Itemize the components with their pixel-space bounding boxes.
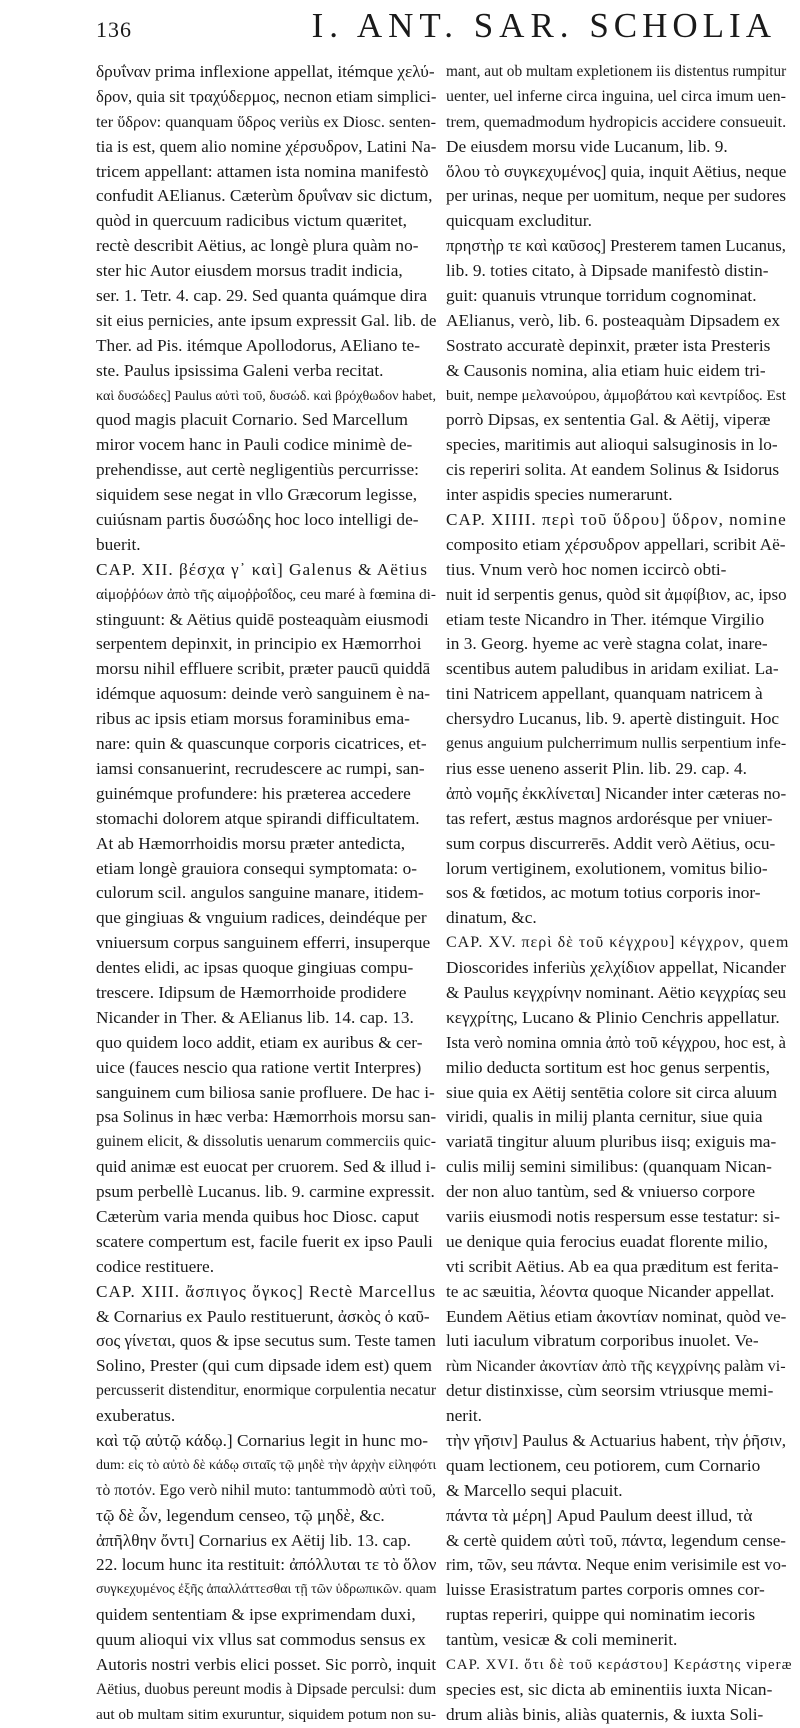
text-line: que gingiuas & vnguium radices, deindéque per bbox=[96, 908, 427, 928]
text-line: der non aluo tantùm, sed & vniuerso corpore bbox=[446, 1182, 756, 1202]
page-header bbox=[96, 6, 776, 56]
text-line: siquidem sese negat in vllo Græcorum legisse, bbox=[96, 485, 418, 505]
text-line: codice restituere. bbox=[96, 1256, 215, 1276]
text-line: At ab Hæmorrhoidis morsu præter antedicta, bbox=[96, 833, 406, 853]
text-line: ue denique quia ferocius euadat florente milio, bbox=[446, 1231, 768, 1251]
text-line: trescere. Idipsum de Hæmorrhoide prodidere bbox=[96, 982, 407, 1002]
text-line: stomachi dolorem atque spirandi difficultatem. bbox=[96, 808, 420, 828]
text-line: sum corpus discurrerēs. Addit verò Aëtius, ocu- bbox=[446, 833, 776, 853]
text-line: trem, quemadmodum hydropicis accidere consueuit. bbox=[446, 112, 787, 131]
text-line: uenter, uel inferne circa inguina, uel circa imum uen- bbox=[446, 87, 786, 105]
text-line: scentibus autem paludibus in aridam exiliat. La- bbox=[446, 659, 779, 679]
text-line: ὅλου τὸ συγκεχυμένος] quia, inquit Aëtius, neque bbox=[446, 161, 787, 181]
text-line: & Marcello sequi placuit. bbox=[446, 1480, 623, 1500]
text-line: cis reperiri solita. At eandem Solinus & Isidorus bbox=[446, 460, 780, 480]
text-line: & Cornarius ex Paulo restituerunt, ἀσκὸς ὁ καῦ- bbox=[96, 1306, 430, 1326]
text-line: quod magis placuit Cornario. Sed Marcellum bbox=[96, 410, 408, 430]
text-line: Aëtius, duobus pereunt modis à Dipsade perculsi: dum bbox=[96, 1680, 437, 1698]
text-line: ruptas reperiri, quippe qui nominatim iecoris bbox=[446, 1605, 756, 1625]
text-line: vti scribit Aëtius. Ab ea qua præditum est ferita- bbox=[446, 1256, 779, 1276]
text-line: serpentem depinxit, in principio ex Hæmorrhoi bbox=[96, 634, 422, 654]
text-line: chersydro Lucanus, lib. 9. apertè distinguit. Hoc bbox=[446, 709, 780, 729]
text-line: luti iaculum vibratum corporibus inuolet. Ve- bbox=[446, 1331, 759, 1351]
text-line: detur distinxisse, cùm seorsim vtriusque memi- bbox=[446, 1381, 774, 1401]
text-line: ster hic Autor eiusdem morsus tradit indicia, bbox=[96, 261, 403, 281]
text-line: etiam teste Nicandro in Ther. itémque Virgilio bbox=[446, 609, 765, 629]
text-line: vniuersum corpus sanguinem efferri, insuperque bbox=[96, 933, 431, 953]
text-line: variatā tingitur aluum pluribus iisq; exiguis ma- bbox=[446, 1132, 777, 1152]
text-line: miror vocem hanc in Pauli codice minimè de- bbox=[96, 435, 413, 455]
text-line: ter ὕδρον: quanquam ὕδρος veriùs ex Diosc. senten- bbox=[96, 111, 437, 131]
text-line: CAP. XIIII. περὶ τοῦ ὕδρου] ὕδρον, nomine bbox=[446, 510, 787, 530]
text-line: τὴν γῆσιν] Paulus & Actuarius habent, τὴν ῥῆσιν, bbox=[446, 1430, 787, 1450]
text-line: drum aliàs binis, aliàs quaternis, & iuxta Soli- bbox=[446, 1704, 764, 1724]
text-line: ste. Paulus ipsissima Galeni verba recitat. bbox=[96, 360, 384, 380]
text-line: Ther. ad Pis. itémque Apollodorus, AEliano te- bbox=[96, 335, 420, 355]
text-line: συγκεχυμένος ἐξῆς ἀπαλλάττεσθαι τῇ τῶν ὑδρωπικῶν. quam bbox=[96, 1582, 437, 1598]
text-line: species est, sic dicta ab eminentiis iuxta Nican- bbox=[446, 1679, 773, 1699]
text-line: scatere compertum est, facile fuerit ex ipso Pauli bbox=[96, 1231, 433, 1251]
text-line: aut ob multam sitim exuruntur, siquidem potum non su- bbox=[96, 1705, 437, 1723]
text-line: CAP. XII. βέσχα γ᾿ καὶ] Galenus & Aëtius bbox=[96, 559, 428, 579]
text-line: guinémque profundere: his præterea accedere bbox=[96, 783, 411, 803]
text-line: πάντα τὰ μέρη] Apud Paulum deest illud, τὰ bbox=[446, 1505, 753, 1525]
text-line: tricem appellant: attamen ista nomina manifestò bbox=[96, 161, 429, 181]
text-line: sos & fœtidos, ac motum totius corporis inor- bbox=[446, 883, 761, 903]
text-line: prehendisse, aut certè negligentiùs percurrisse: bbox=[96, 460, 419, 480]
text-line: σος γίνεται, quos & ipse secutus sum. Teste tamen bbox=[96, 1331, 436, 1351]
text-line: lorum vertiginem, exolutionem, vomitus bilio- bbox=[446, 858, 768, 878]
text-line: guit: quanuis vtrunque torridum cognominat. bbox=[446, 286, 757, 306]
text-line: & Causonis nomina, alia etiam huic eidem tri- bbox=[446, 360, 766, 380]
text-line: composito etiam χέρσυδρον appellari, scribit Aë- bbox=[446, 534, 786, 554]
running-head-tail: SCHOLIA bbox=[589, 6, 776, 45]
text-line: dum: εἰς τὸ αὐτὸ δὲ κάδῳ σιταῖς τῷ μηδὲ τὴν ἀρχὴν εἰληφότι bbox=[96, 1457, 437, 1473]
text-line: αἱμοῤῥόων ἀπὸ τῆς αἱμοῤῥοΐδος, ceu maré à fœmina di- bbox=[96, 586, 436, 603]
text-line: & certè quidem αὐτὶ τοῦ, πάντα, legendum cense- bbox=[446, 1530, 786, 1550]
text-line: nare: quin & quascunque corporis cicatrices, et- bbox=[96, 734, 427, 754]
text-line: rectè describit Aëtius, ac longè plura quàm no- bbox=[96, 236, 419, 256]
text-line: mant, aut ob multam expletionem iis distentus rumpitur bbox=[446, 63, 787, 80]
text-line: quicquam excluditur. bbox=[446, 211, 592, 231]
text-line: nerit. bbox=[446, 1406, 482, 1426]
text-line: tas refert, æstus magnos ardorésque per vniuer- bbox=[446, 808, 773, 828]
text-line: CAP. XIII. ἄσπιγος ὄγκος] Rectè Marcellus bbox=[96, 1281, 437, 1301]
text-line: lib. 9. toties citato, à Dipsade manifestò distin- bbox=[446, 261, 769, 281]
text-line: rim, τῶν, seu πάντα. Neque enim verisimile est vo- bbox=[446, 1555, 787, 1575]
text-line: tini Natricem appellant, quanquam natricem à bbox=[446, 684, 763, 704]
text-line: morsu nihil effluere scribit, præter paucū quiddā bbox=[96, 659, 431, 679]
page-number: 136 bbox=[96, 17, 132, 42]
text-line: in 3. Georg. hyeme ac verè stagna colat, inare- bbox=[446, 634, 768, 654]
text-line: quo quidem loco addit, etiam ex auribus & cer- bbox=[96, 1032, 423, 1052]
text-line: De eiusdem morsu vide Lucanum, lib. 9. bbox=[446, 136, 728, 156]
text-line: ἀπὸ νομῆς ἐκκλίνεται] Nicander inter cæteras no- bbox=[446, 783, 787, 803]
text-line: CAP. XVI. ὅτι δὲ τοῦ κεράστου] Κεράστης viperæ bbox=[446, 1657, 793, 1673]
text-line: species, maritimis aut alioqui salsuginosis in lo- bbox=[446, 435, 778, 455]
text-line: Cæterùm varia menda quibus hoc Diosc. caput bbox=[96, 1206, 419, 1226]
text-line: καὶ τῷ αὐτῷ κάδῳ.] Cornarius legit in hunc mo- bbox=[96, 1430, 429, 1450]
text-line: ἀπῆλθην ὄντι] Cornarius ex Aëtij lib. 13. cap. bbox=[96, 1530, 411, 1550]
text-line: Autoris nostri verbis elici posset. Sic porrò, inquit bbox=[96, 1655, 437, 1674]
text-line: τὸ ποτόν. Ego verò nihil muto: tantummodò αὐτὶ τοῦ, bbox=[96, 1481, 436, 1499]
text-line: genus anguium pulcherrimum nullis serpentium infe- bbox=[446, 735, 787, 753]
text-line: & Paulus κεγχρίνην nominant. Aëtio κεγχρίας seu bbox=[446, 982, 787, 1002]
text-line: quam lectionem, ceu potiorem, cum Cornario bbox=[446, 1455, 761, 1475]
running-head-title: I. ANT. SAR. bbox=[311, 6, 575, 45]
text-line: AElianus, verò, lib. 6. posteaquàm Dipsadem ex bbox=[446, 310, 781, 330]
text-line: exuberatus. bbox=[96, 1406, 176, 1426]
text-line: buerit. bbox=[96, 534, 141, 554]
text-line: πρηστὴρ τε καὶ καῦσος] Presterem tamen Lucanus, bbox=[446, 236, 786, 256]
text-line: rùm Nicander ἀκοντίαν ἀπὸ τῆς κεγχρίνης palàm vi- bbox=[446, 1357, 786, 1376]
text-line: percusserit distenditur, enormique corpulentia necatur bbox=[96, 1382, 437, 1400]
text-line: psum perbellè Lucanus. lib. 9. carmine expressit. bbox=[96, 1182, 435, 1202]
text-line: τῷ δὲ ὧν, legendum censeo, τῷ μηδὲ, &c. bbox=[96, 1505, 385, 1525]
text-line: iamsi consanuerint, recrudescere ac rumpi, san- bbox=[96, 758, 425, 778]
text-line: δρυΐναν prima inflexione appellat, itémque χελύ- bbox=[96, 62, 435, 81]
text-line: ser. 1. Tetr. 4. cap. 29. Sed quanta quámque dira bbox=[96, 286, 428, 306]
text-line: culorum scil. angulos sanguine manare, itidem- bbox=[96, 883, 424, 903]
text-line: per urinas, neque per uomitum, neque per sudores bbox=[446, 186, 787, 206]
text-line: psa Solinus in hæc verba: Hæmorrhois morsu san- bbox=[96, 1107, 437, 1127]
text-line: buit, nempe μελανούρου, ἀμμοβάτου καὶ κεντρίδος. Est bbox=[446, 386, 786, 404]
text-line: δρον, quia sit τραχύδερμος, necnon etiam simplici- bbox=[96, 86, 437, 106]
text-line: Sostrato accuratè depinxit, præter ista Presteris bbox=[446, 335, 771, 355]
right-column bbox=[446, 60, 793, 1724]
text-line: etiam longè grauiora consequi symptomata: o- bbox=[96, 858, 418, 878]
text-line: idémque aquosum: deinde verò sanguinem è na- bbox=[96, 684, 431, 704]
left-column bbox=[96, 60, 437, 1723]
text-line: Solino, Prester (qui cum dipsade idem est) quem bbox=[96, 1356, 432, 1376]
text-line: porrò Dipsas, ex sententia Gal. & Aëtij, viperæ bbox=[446, 410, 771, 430]
text-line: inter aspidis species numerarunt. bbox=[446, 485, 673, 505]
text-line: culis milij semini similibus: (quanquam Nican- bbox=[446, 1157, 772, 1177]
text-line: tantùm, vesicæ & coli meminerit. bbox=[446, 1630, 678, 1650]
text-line: quòd in quercuum radicibus victum quæritet, bbox=[96, 211, 408, 231]
text-line: luisse Erasistratum partes corporis omnes cor- bbox=[446, 1580, 765, 1600]
text-line: quum alioqui vix vllus sat commodus sensus ex bbox=[96, 1630, 426, 1650]
text-line: rius esse ueneno asserit Plin. lib. 29. cap. 4. bbox=[446, 758, 747, 778]
text-line: Nicander in Ther. & AElianus lib. 14. cap. 13. bbox=[96, 1007, 414, 1027]
text-line: sanguinem cum biliosa sanie profluere. De hac i- bbox=[96, 1082, 435, 1102]
text-line: milio deducta sortitum est hoc genus serpentis, bbox=[446, 1057, 770, 1077]
text-line: καὶ δυσώδες] Paulus αὐτὶ τοῦ, δυσώδ. καὶ βρόχθωδον habet, bbox=[96, 387, 436, 404]
text-line: Dioscorides inferiùs χελχίδιον appellat, Nicander bbox=[446, 958, 786, 978]
text-line: tius. Vnum verò hoc nomen iccircò obti- bbox=[446, 559, 727, 579]
text-line: siue quia ex Aëtij sentētia colore sit circa aluum bbox=[446, 1082, 778, 1102]
text-line: uice (fauces nescio qua ratione vertit Interpres) bbox=[96, 1057, 422, 1077]
text-line: ribus ac ipsis etiam morsus foraminibus ema- bbox=[96, 709, 410, 729]
text-line: tia is est, quem alio nomine χέρσυδρον, Latini Na- bbox=[96, 136, 437, 156]
text-line: dinatum, &c. bbox=[446, 908, 537, 928]
text-line: te ac sæuitia, λέοντα quoque Nicander appellat. bbox=[446, 1281, 775, 1301]
text-line: Eundem Aëtius etiam ἀκοντίαν nominat, quòd ve- bbox=[446, 1306, 787, 1326]
text-line: κεγχρίτης, Lucano & Plinio Cenchris appellatur. bbox=[446, 1007, 780, 1027]
text-line: Ista verò nomina omnia ἀπὸ τοῦ κέγχρου, hoc est, à bbox=[446, 1032, 786, 1052]
text-line: quid animæ est euocat per cruorem. Sed & illud i- bbox=[96, 1157, 436, 1177]
text-line: nuit id serpentis genus, quòd sit ἀμφίβιον, ac, ipso bbox=[446, 584, 787, 604]
text-line: guinem elicit, & dissolutis uenarum commerciis quic- bbox=[96, 1133, 437, 1151]
text-line: dentes elidi, ac ipsas quoque gingiuas compu- bbox=[96, 958, 414, 978]
text-line: CAP. XV. περὶ δὲ τοῦ κέγχρου] κέγχρον, quem bbox=[446, 934, 790, 952]
text-line: 22. locum hunc ita restituit: ἀπόλλυται τε τὸ ὅλον bbox=[96, 1555, 437, 1575]
text-line: sit eius pernicies, ante ipsum expressit Gal. lib. de bbox=[96, 310, 437, 330]
text-line: quidem sententiam & ipse exprimendam duxi, bbox=[96, 1605, 416, 1625]
text-line: variis eiusmodi notis respersum esse testatur: si- bbox=[446, 1206, 781, 1226]
text-line: viridi, qualis in milij planta cernitur, siue quia bbox=[446, 1107, 763, 1127]
text-line: confudit AElianus. Cæterùm δρυΐναν sic dictum, bbox=[96, 186, 433, 206]
text-line: stinguunt: & Aëtius quidē posteaquàm eiusmodi bbox=[96, 609, 429, 629]
running-head bbox=[312, 6, 776, 46]
text-line: cuiúsnam partis δυσώδης hoc loco intelligi de- bbox=[96, 510, 419, 530]
